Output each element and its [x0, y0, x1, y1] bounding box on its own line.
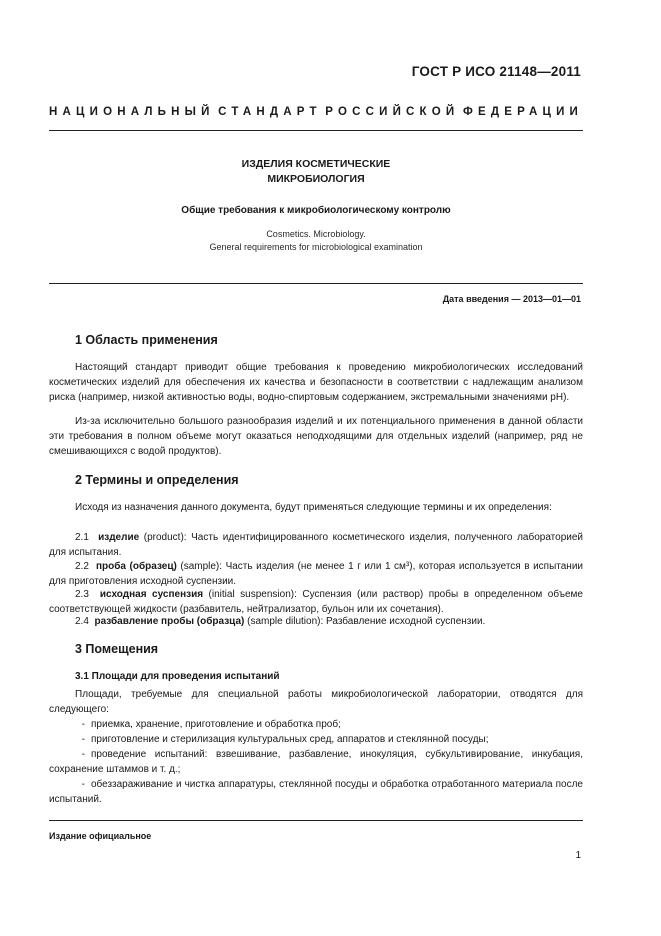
section-2-intro — [49, 500, 583, 515]
footer-divider — [49, 820, 583, 821]
official-edition-note: Издание официальное — [49, 831, 152, 841]
term-number: 2.2 — [75, 561, 89, 572]
term-name: разбавление пробы (образца) — [94, 616, 245, 627]
paragraph-text: Исходя из назначения данного документа, будут применяться следующие термины и их определения: — [75, 502, 552, 513]
title-line: ИЗДЕЛИЯ КОСМЕТИЧЕСКИЕ — [241, 158, 391, 170]
subsection-3-1-heading: 3.1 Площади для проведения испытаний — [75, 671, 280, 682]
document-subtitle: Общие требования к микробиологическому контролю — [181, 205, 451, 216]
section-3-heading: 3 Помещения — [75, 642, 159, 656]
list-item-text: приемка, хранение, приготовление и обработка проб; — [91, 719, 341, 730]
national-standard-banner — [49, 106, 583, 118]
list-item: - приготовление и стерилизация культуральных сред, аппаратов и стеклянной посуды; — [81, 734, 489, 745]
header-divider — [49, 130, 583, 131]
term-text: (initial suspension): Суспензия (или раствор) пробы в определенном объеме соответствующей жидкости (разбавитель, нейтрализатор, бульон или их сочетания). — [49, 589, 583, 615]
section-2-heading: 2 Термины и определения — [75, 473, 239, 487]
term-number: 2.3 — [75, 589, 89, 600]
term-name: изделие — [98, 532, 140, 543]
term-number: 2.1 — [75, 532, 89, 543]
list-item-text: обеззараживание и чистка аппаратуры, стеклянной посуды и обработка отработанного материала после испытаний. — [49, 779, 583, 805]
banner-word: НАЦИОНАЛЬНЫЙ — [49, 106, 215, 118]
premises-list — [49, 717, 583, 807]
term-definition — [49, 559, 583, 589]
introduction-date: Дата введения — 2013—01—01 — [442, 294, 581, 304]
list-item: - приемка, хранение, приготовление и обработка проб; — [81, 719, 341, 730]
term-text: (sample): Часть изделия (не менее 1 г или 1 см³), которая используется в испытании для приготовления исходной суспензии. — [49, 561, 584, 587]
term-definition — [49, 587, 583, 617]
list-item-text: приготовление и стерилизация культуральных сред, аппаратов и стеклянной посуды; — [91, 734, 489, 745]
term-text: (product): Часть идентифицированного косметического изделия, полученного лабораторией для испытания. — [49, 532, 583, 558]
term-definition — [49, 614, 583, 629]
document-code: ГОСТ Р ИСО 21148—2011 — [411, 64, 581, 79]
banner-word: РОССИЙСКОЙ — [325, 106, 460, 118]
english-title — [49, 228, 583, 254]
term-number: 2.4 — [75, 616, 89, 627]
list-item-text: проведение испытаний: взвешивание, разбавление, инокуляция, субкультивирование, инкубация, сохранение штаммов и т. д.; — [49, 749, 583, 775]
section-1-paragraph — [49, 414, 583, 459]
term-definition — [49, 530, 583, 560]
title-line: МИКРОБИОЛОГИЯ — [267, 173, 365, 185]
banner-word: СТАНДАРТ — [218, 106, 322, 118]
list-item: - проведение испытаний: взвешивание, разбавление, инокуляция, субкультивирование, инкубация, сохранение штаммов и т. д.; — [49, 749, 583, 775]
banner-word: ФЕДЕРАЦИИ — [462, 106, 583, 118]
term-name: проба (образец) — [96, 561, 177, 572]
section-3-intro — [49, 687, 583, 717]
term-text: (sample dilution): Разбавление исходной суспензии. — [244, 616, 486, 627]
document-title — [49, 157, 583, 187]
english-title-line: Cosmetics. Microbiology. — [266, 229, 366, 239]
term-name: исходная суспензия — [99, 589, 204, 600]
section-1-heading: 1 Область применения — [75, 333, 218, 347]
list-item: - обеззараживание и чистка аппаратуры, стеклянной посуды и обработка отработанного материала после испытаний. — [49, 779, 583, 805]
paragraph-text: Из-за исключительно большого разнообразия изделий и их потенциального применения в данной области эти требования в полном объеме могут оказаться неподходящими для отдельных изделий (например, ряд не смешивающихся с водой продуктов). — [49, 416, 583, 457]
paragraph-text: Площади, требуемые для специальной работы микробиологической лаборатории, отводятся для следующего: — [49, 689, 583, 715]
title-divider — [49, 283, 583, 284]
page-number: 1 — [575, 850, 581, 861]
english-title-line: General requirements for microbiological examination — [209, 242, 423, 252]
section-1-paragraph — [49, 360, 583, 405]
paragraph-text: Настоящий стандарт приводит общие требования к проведению микробиологических исследований косметических изделий для обеспечения их качества и безопасности в соответствии с надлежащим анализом риска (например, низкой активностью воды, водно-спиртовым содержанием, экстремальными значениями pH). — [49, 362, 583, 403]
